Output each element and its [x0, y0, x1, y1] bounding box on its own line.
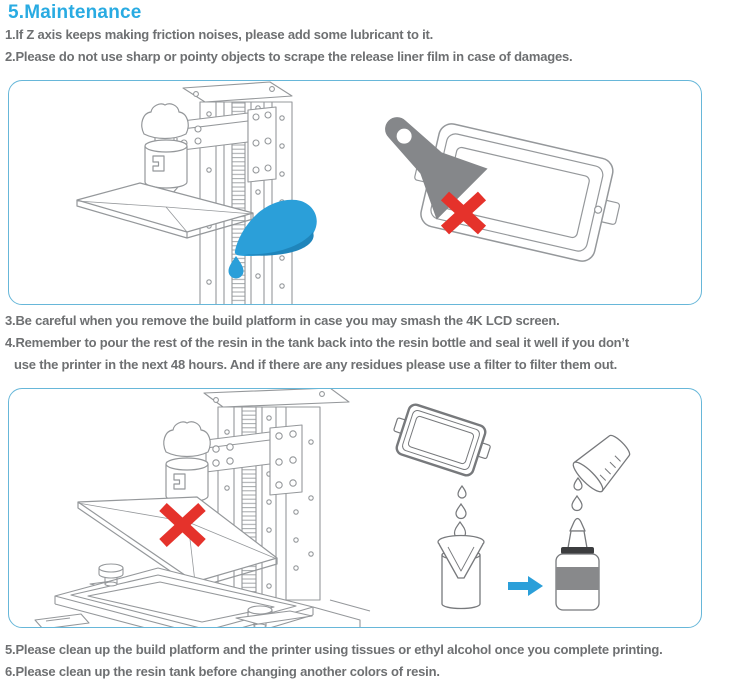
bottle-tip [570, 518, 585, 531]
instruction-5: 5.Please clean up the build platform and the printer using tissues or ethyl alcohol once you complete printing. [5, 642, 663, 657]
figure-2-canvas [8, 388, 702, 628]
poured-resin-drops [572, 478, 582, 511]
figure-box-platform-and-resin-handling [8, 388, 702, 628]
instruction-1: 1.If Z axis keeps making friction noises, please add some lubricant to it. [5, 27, 434, 42]
arrow-right-icon [508, 576, 543, 596]
instruction-4-line2: use the printer in the next 48 hours. And if there are any residues please use a filter to filter them out. [14, 357, 617, 372]
instruction-3: 3.Be careful when you remove the build platform in case you may smash the 4K LCD screen. [5, 313, 560, 328]
resin-drops [454, 486, 466, 539]
page-title: 5.Maintenance [8, 2, 142, 23]
resin-tank-dripping [387, 400, 495, 479]
figure-1-canvas [8, 80, 702, 305]
instruction-2: 2.Please do not use sharp or pointy objects to scrape the release liner film in case of damages. [5, 49, 573, 64]
bottle-cap [568, 531, 587, 548]
bottle-label-band [556, 567, 599, 590]
resin-bottle [556, 518, 599, 610]
bottle-cap-ring [561, 547, 594, 554]
instruction-6: 6.Please clean up the resin tank before changing another colors of resin. [5, 664, 440, 679]
instruction-4-line1: 4.Remember to pour the rest of the resin in the tank back into the resin bottle and seal it well if you don’t [5, 335, 629, 350]
figure-box-lubrication-and-scraper [8, 80, 702, 305]
filter-funnel-cup [438, 535, 484, 608]
